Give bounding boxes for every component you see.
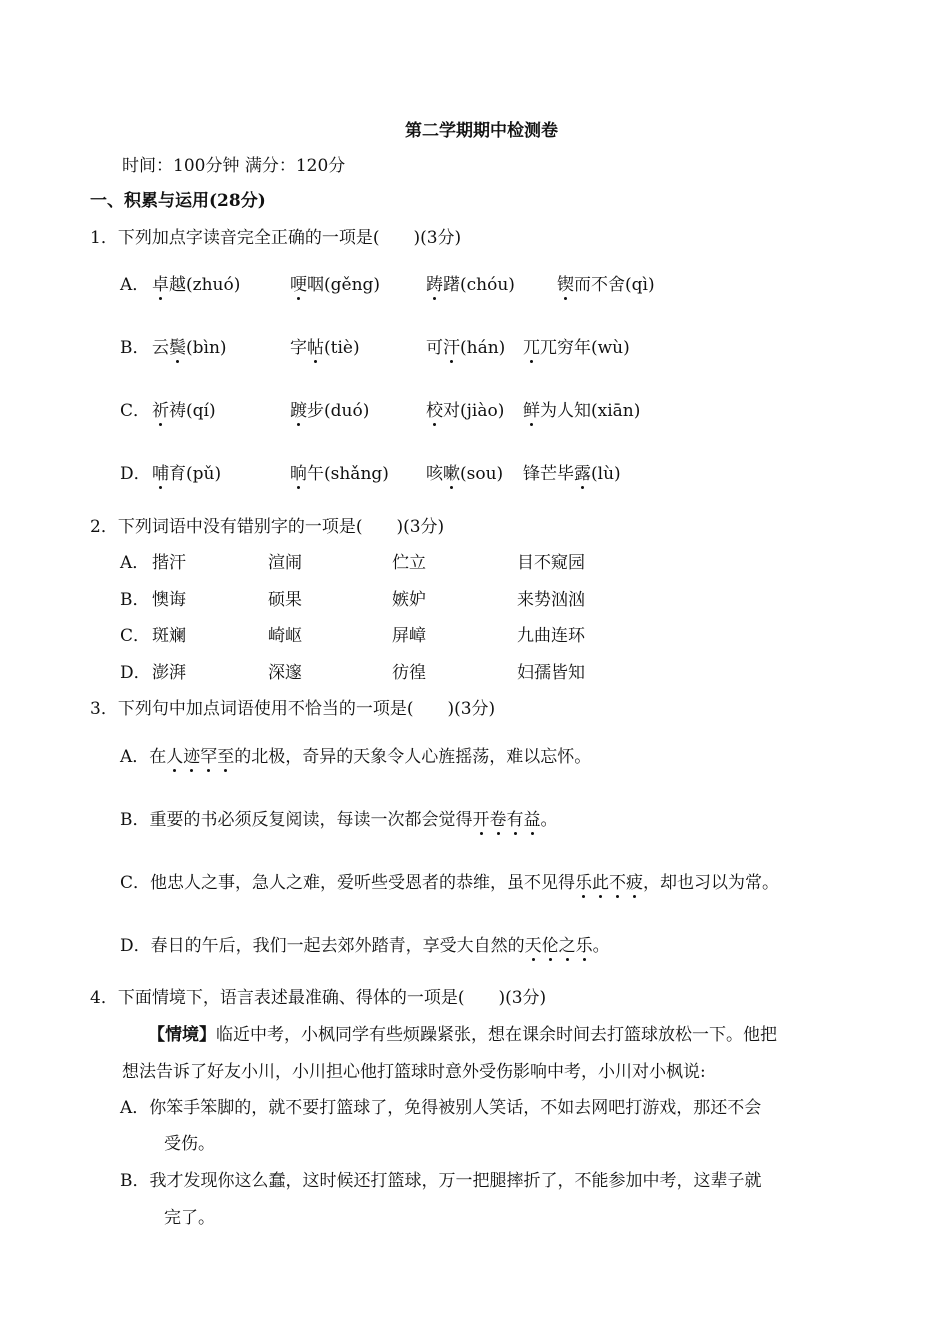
word-item: 九曲连环	[517, 626, 585, 646]
dotted-char: 嗽	[443, 464, 460, 484]
pinyin-item	[152, 337, 227, 359]
dotted-char: 哽	[290, 275, 307, 295]
dotted-char: 汗	[443, 338, 460, 358]
option-label: B．	[120, 810, 150, 830]
page-title: 第二学期期中检测卷	[405, 121, 558, 141]
sentence-text: ，却也习以为常。	[643, 873, 780, 893]
word-item: 斑斓	[152, 626, 186, 646]
item-text: 而不舍(qì)	[574, 275, 655, 295]
word-item: 崎岖	[268, 626, 302, 646]
section-heading: 一、积累与运用(28分)	[90, 191, 266, 211]
option-label: C．	[120, 873, 151, 893]
question-3-stem: 3．下列句中加点词语使用不恰当的一项是( )(3分)	[90, 699, 496, 719]
option-label: B．	[120, 1171, 150, 1191]
emphasis-dot-char: 乐	[575, 936, 593, 956]
pinyin-item	[523, 463, 621, 485]
emphasis-dot-char: 益	[523, 810, 541, 830]
context-tag: 【情境】	[148, 1025, 216, 1045]
sentence-option	[120, 809, 558, 831]
item-text: 祷(qí)	[169, 401, 216, 421]
item-text: 午(shǎng)	[307, 464, 389, 484]
emphasis-dot-char: 天	[524, 936, 542, 956]
item-text: 咽(gěng)	[307, 275, 381, 295]
item-text: (tiè)	[324, 338, 360, 358]
word-item: 目不窥园	[517, 553, 585, 573]
sentence-text: 春日的午后，我们一起去郊外踏青，享受大自然的	[150, 936, 525, 956]
sentence-option	[120, 746, 591, 768]
dotted-char: 踱	[290, 401, 307, 421]
sentence-text: 。	[592, 936, 610, 956]
option-label: A．	[120, 275, 150, 295]
sentence-option	[120, 935, 610, 957]
word-item: 彷徨	[392, 663, 426, 683]
option-label: B．	[120, 590, 150, 610]
context-text: 临近中考，小枫同学有些烦躁紧张，想在课余时间去打篮球放松一下。他把	[216, 1025, 777, 1045]
item-text: 步(duó)	[307, 401, 370, 421]
sentence-option	[120, 872, 779, 894]
pinyin-item	[152, 463, 221, 485]
emphasis-dot-char: 罕	[200, 747, 218, 767]
dotted-phrase	[575, 873, 643, 893]
emphasis-dot-char: 不	[609, 873, 627, 893]
dotted-char: 祈	[152, 401, 169, 421]
word-item: 澎湃	[152, 663, 186, 683]
emphasis-dot-char: 伦	[541, 936, 559, 956]
question-2-stem: 2．下列词语中没有错别字的一项是( )(3分)	[90, 517, 445, 537]
pinyin-item	[426, 400, 504, 422]
item-text: (bìn)	[186, 338, 227, 358]
option-label: C．	[120, 401, 151, 421]
pinyin-item	[152, 274, 240, 296]
dotted-phrase	[166, 747, 234, 767]
dotted-phrase	[473, 810, 541, 830]
pinyin-item	[426, 274, 515, 296]
item-text: 云	[152, 338, 169, 358]
emphasis-dot-char: 疲	[626, 873, 644, 893]
question-4-context-line-1	[148, 1024, 777, 1046]
word-item: 嫉妒	[392, 590, 426, 610]
emphasis-dot-char: 迹	[183, 747, 201, 767]
pinyin-item	[290, 463, 389, 485]
emphasis-dot-char: 有	[506, 810, 524, 830]
pinyin-item	[426, 463, 503, 485]
word-item: 懊诲	[152, 590, 186, 610]
option-label: C．	[120, 626, 151, 646]
emphasis-dot-char: 人	[166, 747, 184, 767]
pinyin-item	[290, 274, 380, 296]
option-label: A．	[120, 747, 150, 767]
dotted-char: 卓	[152, 275, 169, 295]
dotted-char: 鲜	[523, 401, 540, 421]
pinyin-item	[290, 400, 369, 422]
question-4-stem: 4．下面情境下，语言表述最准确、得体的一项是( )(3分)	[90, 988, 547, 1008]
dotted-char: 晌	[290, 464, 307, 484]
emphasis-dot-char: 乐	[575, 873, 593, 893]
word-item: 硕果	[268, 590, 302, 610]
pinyin-item	[290, 337, 360, 359]
sentence-text: 他忠人之事，急人之难，爱听些受恩者的恭维，虽不见得	[150, 873, 576, 893]
pinyin-item	[152, 400, 216, 422]
item-text: 兀穷年(wù)	[540, 338, 630, 358]
item-text: (sou)	[460, 464, 504, 484]
option-label: D．	[120, 464, 151, 484]
item-text: 可	[426, 338, 443, 358]
dotted-char: 踌	[426, 275, 443, 295]
dotted-char: 鬓	[169, 338, 186, 358]
answer-text: 你笨手笨脚的，就不要打篮球了，免得被别人笑话，不如去网吧打游戏，那还不会	[149, 1098, 762, 1118]
item-text: 躇(chóu)	[443, 275, 515, 295]
item-text: 越(zhuó)	[169, 275, 241, 295]
emphasis-dot-char: 卷	[489, 810, 507, 830]
answer-continuation: 受伤。	[164, 1134, 215, 1154]
word-item: 来势汹汹	[517, 590, 585, 610]
word-item: 深邃	[268, 663, 302, 683]
pinyin-item	[523, 400, 640, 422]
item-text: (lù)	[591, 464, 621, 484]
question-1-stem: 1．下列加点字读音完全正确的一项是( )(3分)	[90, 228, 462, 248]
exam-info: 时间：100分钟 满分：120分	[122, 156, 346, 176]
item-text: 育(pǔ)	[169, 464, 222, 484]
pinyin-item	[523, 337, 630, 359]
dotted-char: 兀	[523, 338, 540, 358]
sentence-text: 的北极，奇异的天象令人心旌摇荡，难以忘怀。	[234, 747, 592, 767]
sentence-text: 在	[149, 747, 167, 767]
option-label: A．	[120, 553, 150, 573]
dotted-char: 露	[574, 464, 591, 484]
emphasis-dot-char: 之	[558, 936, 576, 956]
item-text: (hán)	[460, 338, 506, 358]
dotted-char: 锲	[557, 275, 574, 295]
option-label: B．	[120, 338, 150, 358]
dotted-char: 哺	[152, 464, 169, 484]
word-item: 渲闹	[268, 553, 302, 573]
item-text: 对(jiào)	[443, 401, 505, 421]
question-4-context-line-2: 想法告诉了好友小川，小川担心他打篮球时意外受伤影响中考，小川对小枫说:	[122, 1062, 706, 1082]
answer-text: 我才发现你这么蠢，这时候还打篮球，万一把腿摔折了，不能参加中考，这辈子就	[149, 1171, 762, 1191]
sentence-text: 重要的书必须反复阅读，每读一次都会觉得	[149, 810, 473, 830]
answer-option	[120, 1097, 761, 1119]
word-item: 屏嶂	[392, 626, 426, 646]
option-label: A．	[120, 1098, 150, 1118]
sentence-text: 。	[540, 810, 558, 830]
option-label: D．	[120, 936, 151, 956]
emphasis-dot-char: 开	[472, 810, 490, 830]
dotted-char: 帖	[307, 338, 324, 358]
item-text: 咳	[426, 464, 443, 484]
dotted-phrase	[525, 936, 593, 956]
option-label: D．	[120, 663, 151, 683]
answer-continuation: 完了。	[164, 1208, 215, 1228]
answer-option	[120, 1170, 762, 1192]
item-text: 字	[290, 338, 307, 358]
word-item: 伫立	[392, 553, 426, 573]
pinyin-item	[426, 337, 505, 359]
pinyin-item	[557, 274, 655, 296]
word-item: 揩汗	[152, 553, 186, 573]
item-text: 为人知(xiān)	[540, 401, 641, 421]
item-text: 锋芒毕	[523, 464, 574, 484]
word-item: 妇孺皆知	[517, 663, 585, 683]
emphasis-dot-char: 至	[217, 747, 235, 767]
dotted-char: 校	[426, 401, 443, 421]
emphasis-dot-char: 此	[592, 873, 610, 893]
